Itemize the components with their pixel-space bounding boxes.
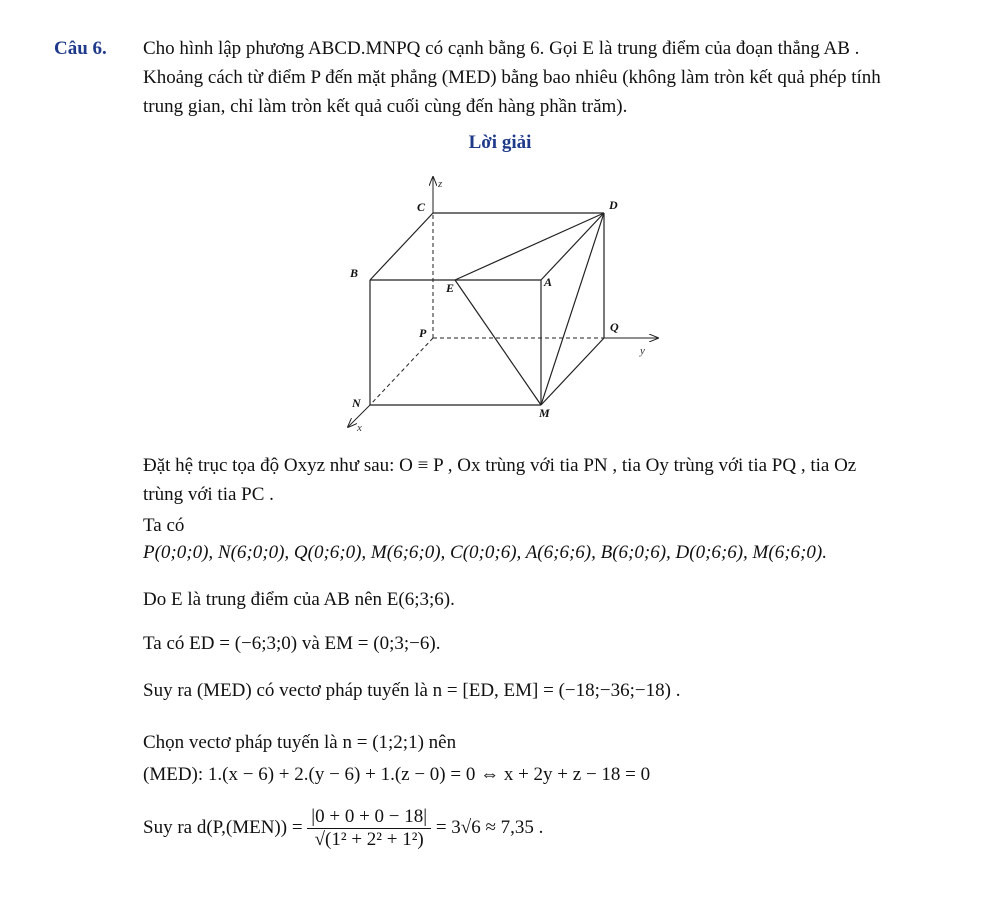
question-number: Câu 6. xyxy=(54,38,107,59)
normal-vector-line: Suy ra (MED) có vectơ pháp tuyến là n = [ED, EM] = (−18;−36;−18) . xyxy=(143,680,681,701)
label-N: N xyxy=(352,396,361,410)
midpoint-line: Do E là trung điểm của AB nên E(6;3;6). xyxy=(143,589,455,610)
label-A: A xyxy=(544,275,553,289)
choose-normal-line: Chọn vectơ pháp tuyến là n = (1;2;1) nên xyxy=(143,732,457,753)
edge-MQ xyxy=(541,338,604,405)
solution-title: Lời giải xyxy=(468,132,532,153)
label-x: x xyxy=(357,422,362,434)
fraction-denominator: √(1² + 2² + 1²) xyxy=(314,829,424,850)
setup-line-1: Đặt hệ trục tọa độ Oxyz như sau: O ≡ P , Ox trùng với tia PN , tia Oy trùng với tia PQ , tia Oz xyxy=(143,455,857,476)
setup-line-2: trùng với tia PC . xyxy=(143,484,274,505)
segment-ED xyxy=(455,213,604,280)
distance-fraction xyxy=(307,806,431,851)
question-line-2: Khoảng cách từ điểm P đến mặt phẳng (MED) bằng bao nhiêu (không làm tròn kết quả phép tính xyxy=(143,67,881,88)
edge-CB xyxy=(370,213,433,280)
ta-co-line: Ta có xyxy=(143,515,185,536)
question-line-1: Cho hình lập phương ABCD.MNPQ có cạnh bằng 6. Gọi E là trung điểm của đoạn thẳng AB . xyxy=(143,38,860,59)
label-P: P xyxy=(419,326,427,340)
cube-figure xyxy=(330,165,670,435)
coordinates-line: P(0;0;0), N(6;0;0), Q(0;6;0), M(6;6;0), C(0;0;6), A(6;6;6), B(6;0;6), D(0;6;6), M(6;6;0). xyxy=(143,542,827,563)
segment-DM xyxy=(541,213,604,405)
distance-line xyxy=(143,806,543,851)
segment-EM xyxy=(455,280,541,405)
label-Q: Q xyxy=(610,320,619,334)
edge-DA xyxy=(541,213,604,280)
label-M: M xyxy=(539,406,550,420)
distance-result: = 3√6 ≈ 7,35 . xyxy=(435,816,544,838)
label-y: y xyxy=(640,345,645,357)
label-z: z xyxy=(438,178,443,190)
edge-PN-hidden xyxy=(370,338,433,405)
label-E: E xyxy=(446,281,455,295)
fraction-numerator: |0 + 0 + 0 − 18| xyxy=(307,806,431,829)
plane-equation-line: (MED): 1.(x − 6) + 2.(y − 6) + 1.(z − 0) = 0 ⇔ x + 2y + z − 18 = 0 xyxy=(143,764,651,785)
label-B: B xyxy=(350,266,359,280)
vectors-line: Ta có ED = (−6;3;0) và EM = (0;3;−6). xyxy=(143,633,441,654)
label-D: D xyxy=(609,198,618,212)
question-line-3: trung gian, chỉ làm tròn kết quả cuối cùng đến hàng phần trăm). xyxy=(143,96,628,117)
distance-prefix: Suy ra d(P,(MEN)) = xyxy=(143,816,303,838)
label-C: C xyxy=(417,200,426,214)
